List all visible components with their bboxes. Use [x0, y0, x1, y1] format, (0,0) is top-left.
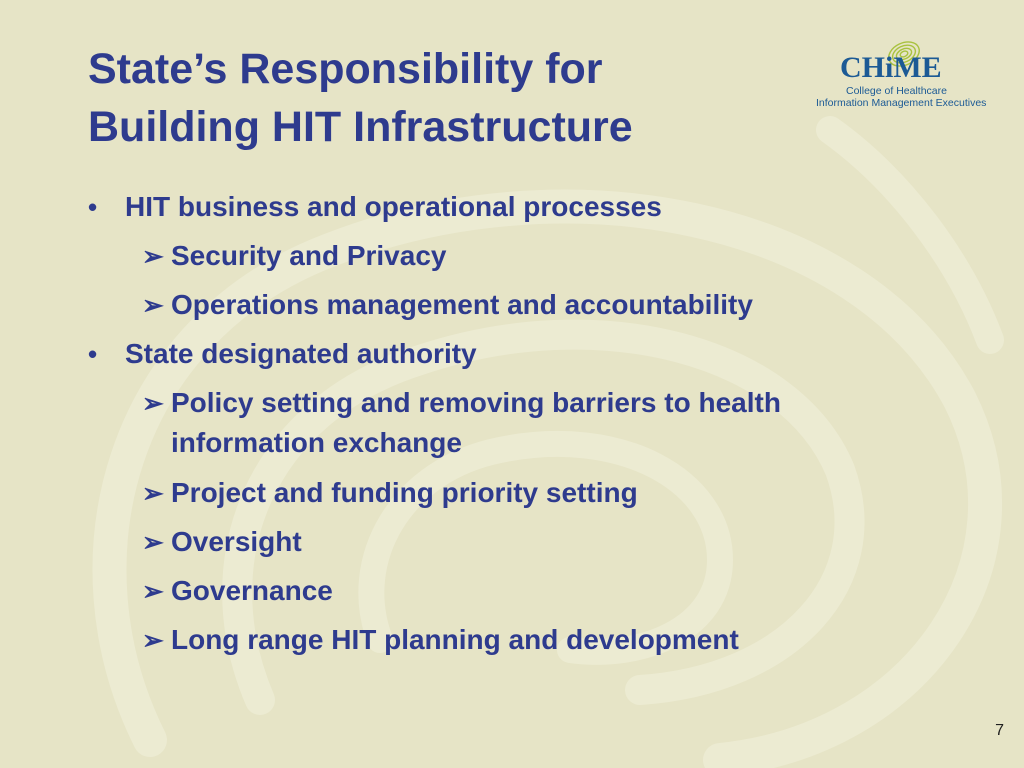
logo-wordmark: CHiME	[840, 51, 942, 84]
arrow-bullet-icon: ➢	[142, 527, 164, 557]
sub-bullet-item	[142, 473, 931, 513]
sub-bullet-text: Governance	[171, 575, 333, 606]
sub-bullet-item	[142, 620, 931, 660]
arrow-bullet-icon: ➢	[142, 576, 164, 606]
page-number: 7	[995, 722, 1004, 739]
sub-bullet-item	[142, 383, 931, 463]
arrow-bullet-icon: ➢	[142, 290, 164, 320]
bullet-marker: •	[88, 192, 98, 222]
sub-bullet-text: Operations management and accountability	[171, 289, 753, 320]
bullet-text: HIT business and operational processes	[125, 191, 662, 222]
arrow-bullet-icon: ➢	[142, 625, 164, 655]
sub-bullet-text: Project and funding priority setting	[171, 477, 638, 508]
bullet-marker: •	[88, 339, 98, 369]
sub-bullet-text: Oversight	[171, 526, 302, 557]
bullet-item	[88, 334, 477, 374]
slide-title-line-1: State’s Responsibility for	[88, 45, 603, 93]
sub-bullet-item	[142, 571, 931, 611]
sub-bullet-text: Security and Privacy	[171, 240, 447, 271]
arrow-bullet-icon: ➢	[142, 241, 164, 271]
logo-subtitle-line-2: Information Management Executives	[816, 97, 987, 109]
sub-bullet-item	[142, 522, 931, 562]
sub-bullet-item	[142, 236, 931, 276]
arrow-bullet-icon: ➢	[142, 478, 164, 508]
arrow-bullet-icon: ➢	[142, 388, 164, 418]
sub-bullet-text: Policy setting and removing barriers to health information exchange	[171, 387, 781, 458]
logo-subtitle-line-1: College of Healthcare	[846, 85, 947, 97]
sub-bullet-item	[142, 285, 931, 325]
sub-bullet-text: Long range HIT planning and development	[171, 624, 739, 655]
bullet-text: State designated authority	[125, 338, 477, 369]
bullet-item	[88, 187, 662, 227]
slide-title-line-2: Building HIT Infrastructure	[88, 103, 633, 151]
